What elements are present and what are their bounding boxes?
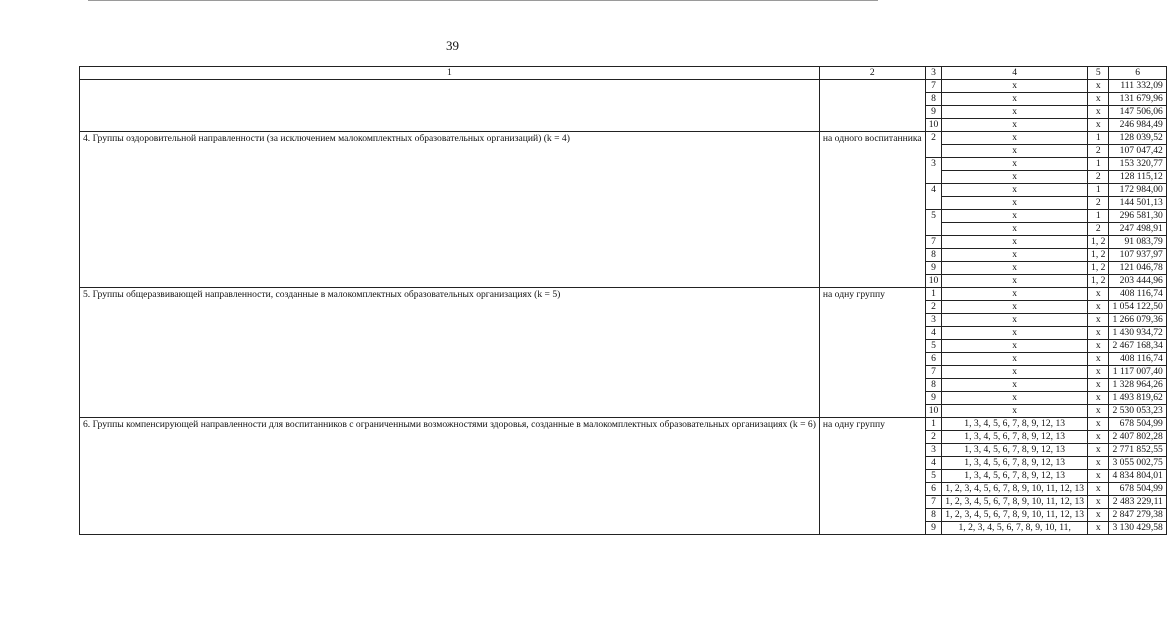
header-cell: 2 bbox=[819, 67, 925, 80]
table-cell: 2 467 168,34 bbox=[1109, 340, 1166, 353]
table-cell: 107 937,97 bbox=[1109, 249, 1166, 262]
table-cell: x bbox=[942, 262, 1088, 275]
table-cell: 3 130 429,58 bbox=[1109, 522, 1166, 535]
table-cell: 1, 3, 4, 5, 6, 7, 8, 9, 12, 13 bbox=[942, 470, 1088, 483]
table-cell: 1, 2 bbox=[1088, 262, 1109, 275]
table-cell: 1 266 079,36 bbox=[1109, 314, 1166, 327]
table-cell: 5 bbox=[925, 470, 942, 483]
table-cell: 8 bbox=[925, 379, 942, 392]
table-cell: x bbox=[942, 106, 1088, 119]
tariff-table bbox=[79, 66, 1167, 535]
table-cell: x bbox=[942, 366, 1088, 379]
group-6-unit: на одну группу bbox=[819, 418, 925, 535]
table-cell: x bbox=[1088, 392, 1109, 405]
header-cell: 4 bbox=[942, 67, 1088, 80]
header-cell: 3 bbox=[925, 67, 942, 80]
table-cell: x bbox=[942, 184, 1088, 197]
table-cell: x bbox=[942, 379, 1088, 392]
table-cell: x bbox=[1088, 509, 1109, 522]
table-cell: 1, 2 bbox=[1088, 275, 1109, 288]
table-cell: x bbox=[1088, 288, 1109, 301]
table-cell: 2 771 852,55 bbox=[1109, 444, 1166, 457]
table-cell: x bbox=[942, 119, 1088, 132]
table-cell: 1 430 934,72 bbox=[1109, 327, 1166, 340]
table-cell: 1, 3, 4, 5, 6, 7, 8, 9, 12, 13 bbox=[942, 418, 1088, 431]
table-cell: 8 bbox=[925, 93, 942, 106]
table-cell: 147 506,06 bbox=[1109, 106, 1166, 119]
table-cell: 1 328 964,26 bbox=[1109, 379, 1166, 392]
table-cell: x bbox=[942, 392, 1088, 405]
table-cell: 131 679,96 bbox=[1109, 93, 1166, 106]
table-cell: x bbox=[1088, 444, 1109, 457]
table-cell: 172 984,00 bbox=[1109, 184, 1166, 197]
table-cell: x bbox=[942, 145, 1088, 158]
table-cell: 6 bbox=[925, 353, 942, 366]
table-cell: x bbox=[1088, 301, 1109, 314]
table-cell: 10 bbox=[925, 119, 942, 132]
table-cell: 3 bbox=[925, 314, 942, 327]
table-row bbox=[80, 418, 1167, 431]
table-cell: 1, 2, 3, 4, 5, 6, 7, 8, 9, 10, 11, 12, 13 bbox=[942, 483, 1088, 496]
table-row bbox=[80, 80, 1167, 93]
table-cell: 1 bbox=[925, 418, 942, 431]
table-cell: x bbox=[1088, 457, 1109, 470]
table-cell: 3 bbox=[925, 158, 942, 184]
table-cell: x bbox=[942, 249, 1088, 262]
table-cell: 4 834 804,01 bbox=[1109, 470, 1166, 483]
table-cell: x bbox=[1088, 340, 1109, 353]
table-cell: 10 bbox=[925, 405, 942, 418]
table-cell: x bbox=[942, 93, 1088, 106]
table-cell: 2 bbox=[925, 301, 942, 314]
table-cell: x bbox=[942, 236, 1088, 249]
table-cell: x bbox=[1088, 353, 1109, 366]
table-cell: 203 444,96 bbox=[1109, 275, 1166, 288]
table-cell: 1 bbox=[1088, 184, 1109, 197]
table-cell: 1 bbox=[1088, 158, 1109, 171]
table-cell: 4 bbox=[925, 457, 942, 470]
table-cell: 128 115,12 bbox=[1109, 171, 1166, 184]
table-cell: 1, 3, 4, 5, 6, 7, 8, 9, 12, 13 bbox=[942, 444, 1088, 457]
table-cell: 1 054 122,50 bbox=[1109, 301, 1166, 314]
table-cell: 247 498,91 bbox=[1109, 223, 1166, 236]
table-cell: x bbox=[942, 275, 1088, 288]
table-cell: x bbox=[942, 223, 1088, 236]
table-cell: x bbox=[942, 405, 1088, 418]
header-row bbox=[80, 67, 1167, 80]
table-cell: 678 504,99 bbox=[1109, 418, 1166, 431]
table-cell: 408 116,74 bbox=[1109, 288, 1166, 301]
table-cell: 107 047,42 bbox=[1109, 145, 1166, 158]
table-cell: 128 039,52 bbox=[1109, 132, 1166, 145]
table-cell: x bbox=[1088, 379, 1109, 392]
table-cell: 2 bbox=[925, 132, 942, 158]
table-cell: x bbox=[1088, 314, 1109, 327]
table-cell: 1 493 819,62 bbox=[1109, 392, 1166, 405]
table-cell: 153 320,77 bbox=[1109, 158, 1166, 171]
table-cell: 3 055 002,75 bbox=[1109, 457, 1166, 470]
table-cell: 7 bbox=[925, 366, 942, 379]
table-cell: 7 bbox=[925, 80, 942, 93]
table-cell: 4 bbox=[925, 184, 942, 210]
table-cell: x bbox=[942, 353, 1088, 366]
table-cell: 1 bbox=[1088, 210, 1109, 223]
table-cell: 1 117 007,40 bbox=[1109, 366, 1166, 379]
table-cell: 144 501,13 bbox=[1109, 197, 1166, 210]
table-cell: 1 bbox=[1088, 132, 1109, 145]
table-cell: x bbox=[1088, 483, 1109, 496]
table-cell: x bbox=[1088, 119, 1109, 132]
table-cell: x bbox=[942, 80, 1088, 93]
table-row bbox=[80, 288, 1167, 301]
table-cell: 1 bbox=[925, 288, 942, 301]
group-6-description: 6. Группы компенсирующей направленности для воспитанников с ограниченными возможностями здоровья, созданные в малокомплектных образовательных организациях (k = 6) bbox=[80, 418, 820, 535]
table-cell: x bbox=[1088, 405, 1109, 418]
group-5-unit: на одну группу bbox=[819, 288, 925, 418]
table-cell: x bbox=[1088, 93, 1109, 106]
table-cell: 5 bbox=[925, 340, 942, 353]
table-cell: 2 483 229,11 bbox=[1109, 496, 1166, 509]
table-cell: x bbox=[942, 340, 1088, 353]
table-cell: 7 bbox=[925, 496, 942, 509]
table-cell: x bbox=[942, 314, 1088, 327]
table-cell: x bbox=[1088, 106, 1109, 119]
table-cell: 1, 3, 4, 5, 6, 7, 8, 9, 12, 13 bbox=[942, 431, 1088, 444]
table-cell: 9 bbox=[925, 106, 942, 119]
table-cell: 2 bbox=[925, 431, 942, 444]
table-cell: 2 bbox=[1088, 171, 1109, 184]
table-cell: x bbox=[1088, 327, 1109, 340]
header-cell: 1 bbox=[80, 67, 820, 80]
table-cell: 1, 2, 3, 4, 5, 6, 7, 8, 9, 10, 11, 12, 13 bbox=[942, 496, 1088, 509]
table-cell: 4 bbox=[925, 327, 942, 340]
table-cell: 1, 2 bbox=[1088, 236, 1109, 249]
header-cell: 6 bbox=[1109, 67, 1166, 80]
table-cell: 10 bbox=[925, 275, 942, 288]
table-cell: 8 bbox=[925, 509, 942, 522]
table-cell: x bbox=[1088, 522, 1109, 535]
table-cell: 2 bbox=[1088, 223, 1109, 236]
group-4-unit: на одного воспитанника bbox=[819, 132, 925, 288]
table-cell: 2 bbox=[1088, 197, 1109, 210]
table-cell: 3 bbox=[925, 444, 942, 457]
table-cell: x bbox=[942, 171, 1088, 184]
group-4-description: 4. Группы оздоровительной направленности (за исключением малокомплектных образовательных организаций) (k = 4) bbox=[80, 132, 820, 288]
table-cell: 2 530 053,23 bbox=[1109, 405, 1166, 418]
table-cell: 2 407 802,28 bbox=[1109, 431, 1166, 444]
table-cell: 7 bbox=[925, 236, 942, 249]
table-cell: 1, 3, 4, 5, 6, 7, 8, 9, 12, 13 bbox=[942, 457, 1088, 470]
table-cell: 408 116,74 bbox=[1109, 353, 1166, 366]
table-cell: 2 847 279,38 bbox=[1109, 509, 1166, 522]
header-cell: 5 bbox=[1088, 67, 1109, 80]
table-cell: 1, 2, 3, 4, 5, 6, 7, 8, 9, 10, 11, 12, 13 bbox=[942, 509, 1088, 522]
group-5-description: 5. Группы общеразвивающей направленности, созданные в малокомплектных образовательных организациях (k = 5) bbox=[80, 288, 820, 418]
table-cell: x bbox=[1088, 431, 1109, 444]
table-cell: x bbox=[1088, 80, 1109, 93]
table-cell: x bbox=[1088, 470, 1109, 483]
table-cell: 9 bbox=[925, 392, 942, 405]
table-cell: x bbox=[942, 197, 1088, 210]
empty-desc-cell bbox=[80, 80, 820, 132]
table-cell: 121 046,78 bbox=[1109, 262, 1166, 275]
empty-unit-cell bbox=[819, 80, 925, 132]
page-number: 39 bbox=[446, 38, 459, 53]
table-cell: 6 bbox=[925, 483, 942, 496]
table-cell: x bbox=[942, 158, 1088, 171]
table-cell: x bbox=[1088, 366, 1109, 379]
table-cell: x bbox=[942, 327, 1088, 340]
table-cell: 8 bbox=[925, 249, 942, 262]
table-cell: 678 504,99 bbox=[1109, 483, 1166, 496]
table-cell: 5 bbox=[925, 210, 942, 236]
table-cell: x bbox=[942, 132, 1088, 145]
table-cell: 9 bbox=[925, 522, 942, 535]
table-cell: x bbox=[1088, 418, 1109, 431]
table-cell: x bbox=[942, 210, 1088, 223]
table-cell: 9 bbox=[925, 262, 942, 275]
table-cell: x bbox=[942, 301, 1088, 314]
table-cell: 296 581,30 bbox=[1109, 210, 1166, 223]
table-cell: x bbox=[942, 288, 1088, 301]
table-cell: 246 984,49 bbox=[1109, 119, 1166, 132]
table-cell: 111 332,09 bbox=[1109, 80, 1166, 93]
table-cell: x bbox=[1088, 496, 1109, 509]
table-cell: 1, 2, 3, 4, 5, 6, 7, 8, 9, 10, 11, bbox=[942, 522, 1088, 535]
table-cell: 2 bbox=[1088, 145, 1109, 158]
table-cell: 1, 2 bbox=[1088, 249, 1109, 262]
top-edge-line bbox=[88, 0, 878, 1]
table-row bbox=[80, 132, 1167, 145]
table-cell: 91 083,79 bbox=[1109, 236, 1166, 249]
